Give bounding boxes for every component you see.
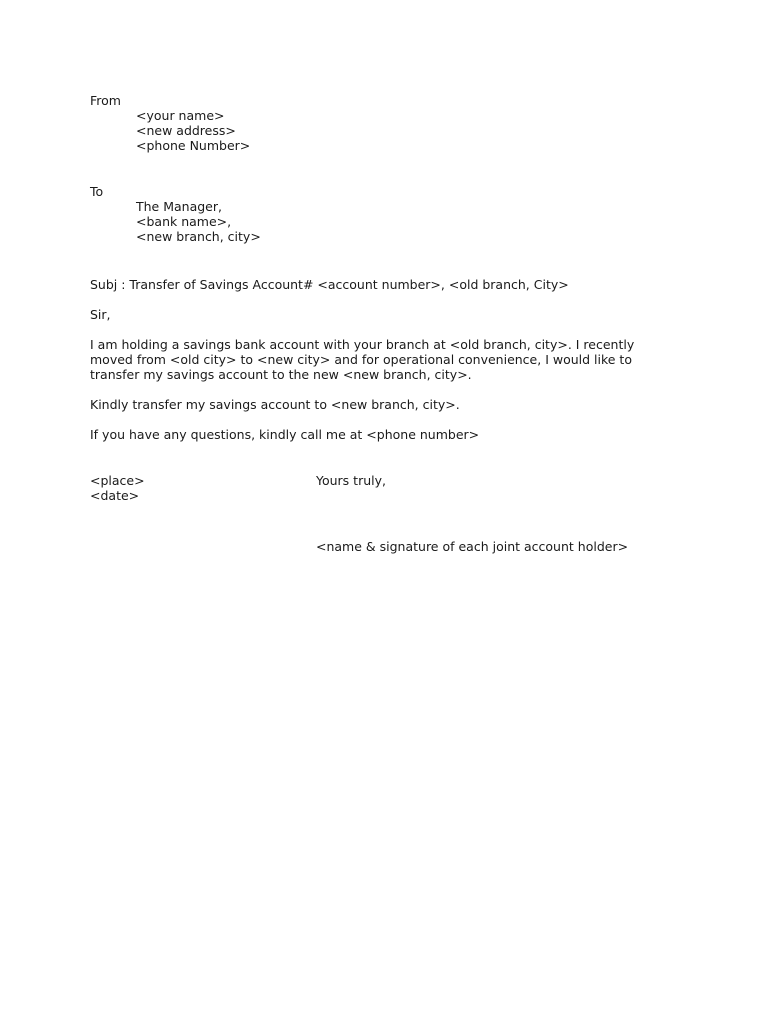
salutation: Sir, [90, 307, 111, 322]
body-paragraph-1-line: moved from <old city> to <new city> and for operational convenience, I would like to [90, 352, 632, 367]
to-bank-name: <bank name>, [136, 214, 232, 229]
from-address: <new address> [136, 123, 236, 138]
body-paragraph-1 [90, 337, 650, 382]
closing-place: <place> [90, 473, 145, 488]
from-phone: <phone Number> [136, 138, 251, 153]
to-recipient: The Manager, [136, 199, 222, 214]
body-paragraph-1-line: transfer my savings account to the new <new branch, city>. [90, 367, 472, 382]
body-paragraph-3: If you have any questions, kindly call me at <phone number> [90, 427, 480, 442]
signature-line: <name & signature of each joint account holder> [316, 539, 629, 554]
to-label: To [90, 184, 104, 199]
subject-line: Subj : Transfer of Savings Account# <account number>, <old branch, City> [90, 277, 569, 292]
body-paragraph-2: Kindly transfer my savings account to <new branch, city>. [90, 397, 460, 412]
body-paragraph-1-line: I am holding a savings bank account with your branch at <old branch, city>. I recently [90, 337, 635, 352]
from-name: <your name> [136, 108, 225, 123]
closing-date: <date> [90, 488, 140, 503]
to-branch: <new branch, city> [136, 229, 261, 244]
from-label: From [90, 93, 121, 108]
closing-yours-truly: Yours truly, [316, 473, 386, 488]
